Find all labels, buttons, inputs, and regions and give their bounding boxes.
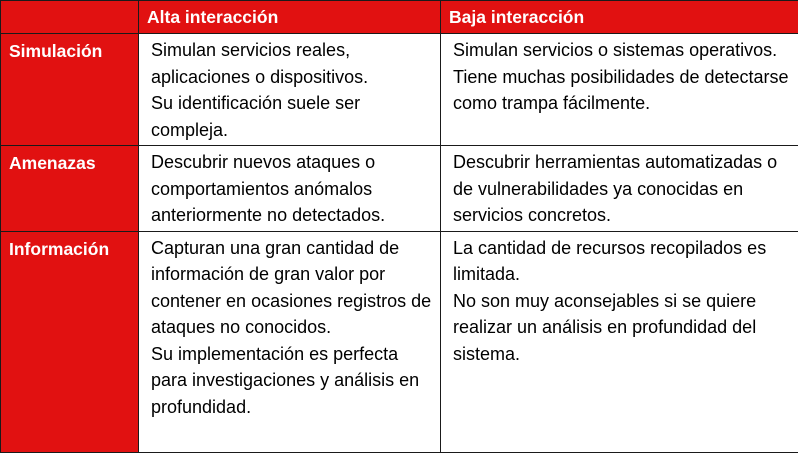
- table-row-informacion: [1, 231, 798, 452]
- cell-paragraph: Descubrir nuevos ataques o comportamientos anómalos anteriormente no detectados.: [151, 149, 432, 229]
- cell-paragraph: Su implementación es perfecta para investigaciones y análisis en profundidad.: [151, 341, 432, 421]
- cell-paragraph: Su identificación suele ser compleja.: [151, 90, 432, 143]
- cell-informacion-alta: [139, 231, 441, 452]
- corner-cell: [1, 1, 139, 34]
- cell-amenazas-alta: [139, 146, 441, 232]
- cell-paragraph: Descubrir herramientas automatizadas o de vulnerabilidades ya conocidas en servicios concretos.: [453, 149, 790, 229]
- row-header-simulacion: Simulación: [1, 34, 139, 146]
- column-header-baja: Baja interacción: [441, 1, 798, 34]
- cell-simulacion-baja: [441, 34, 798, 146]
- table-row-simulacion: [1, 34, 798, 146]
- cell-paragraph: Tiene muchas posibilidades de detectarse como trampa fácilmente.: [453, 64, 790, 117]
- cell-simulacion-alta: [139, 34, 441, 146]
- cell-informacion-baja: [441, 231, 798, 452]
- cell-paragraph: Simulan servicios o sistemas operativos.: [453, 37, 790, 64]
- column-header-alta: Alta interacción: [139, 1, 441, 34]
- row-header-amenazas: Amenazas: [1, 146, 139, 232]
- row-header-informacion: Información: [1, 231, 139, 452]
- cell-amenazas-baja: [441, 146, 798, 232]
- header-row: [1, 1, 798, 34]
- cell-paragraph: Simulan servicios reales, aplicaciones o dispositivos.: [151, 37, 432, 90]
- table-row-amenazas: [1, 146, 798, 232]
- cell-paragraph: Capturan una gran cantidad de información de gran valor por contener en ocasiones registros de ataques no conocidos.: [151, 235, 432, 341]
- cell-paragraph: La cantidad de recursos recopilados es limitada.: [453, 235, 790, 288]
- cell-paragraph: No son muy aconsejables si se quiere realizar un análisis en profundidad del sistema.: [453, 288, 790, 368]
